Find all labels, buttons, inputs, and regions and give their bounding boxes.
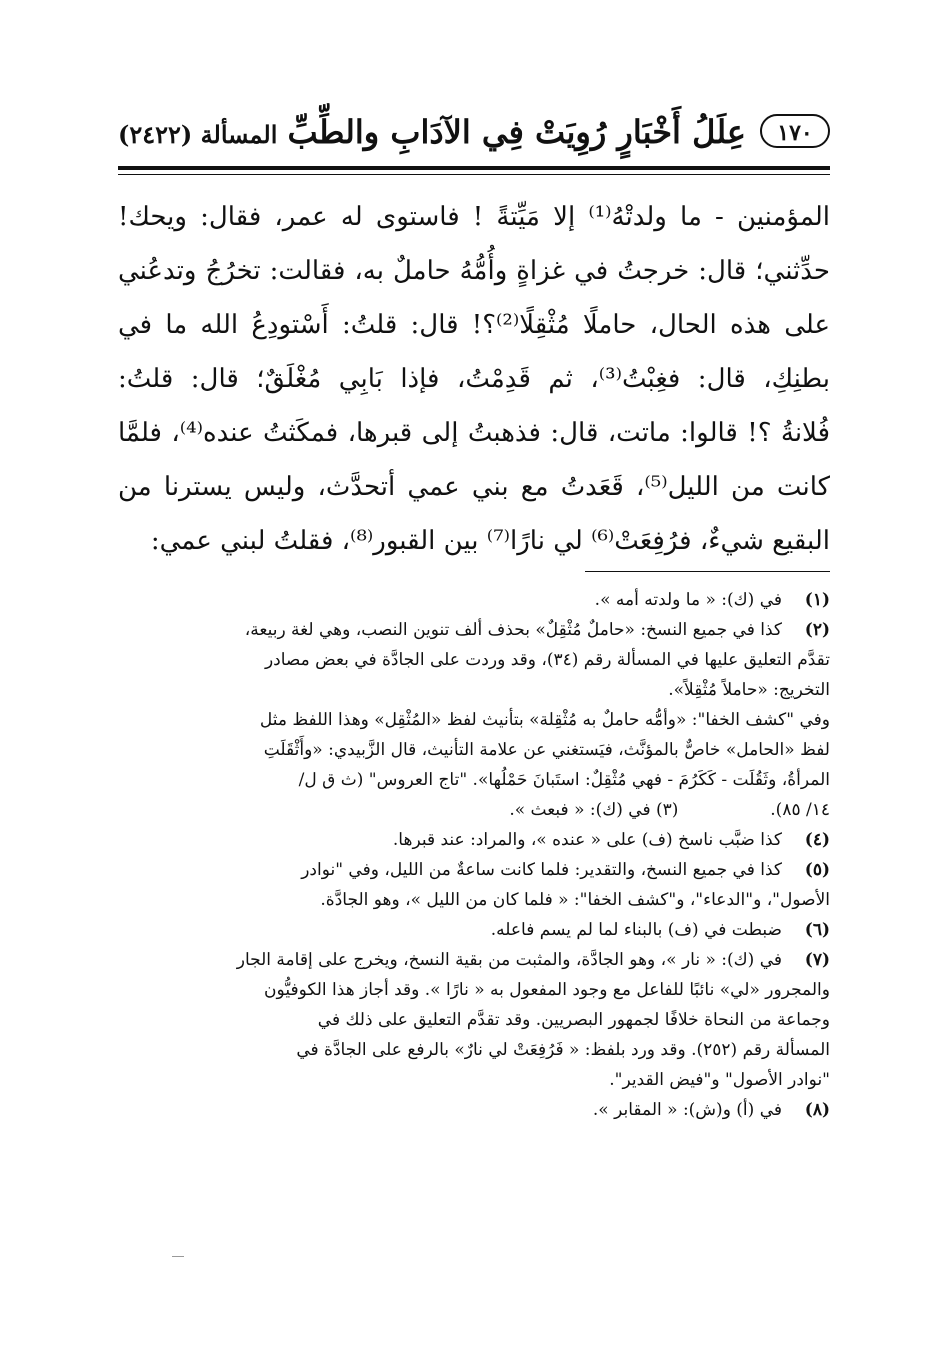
footnote-body — [118, 825, 782, 855]
footnote-body — [118, 585, 782, 615]
footnote-line: في (أ) و(ش): « المقابر ». — [592, 1100, 782, 1120]
scan-mark — [172, 1256, 184, 1257]
footnote-body — [118, 855, 830, 915]
footnote-number: (٤) — [804, 830, 830, 850]
issue-label: المسألة (٢٤٢٢) — [118, 120, 278, 149]
footnote-number: (٥) — [804, 860, 830, 880]
footnote-line: ١٤/ ٨٥). (٣) في (ك): « فبعث ». — [509, 800, 830, 820]
footnote-line: وفي "كشف الخفا": «وأمُّه حاملٌ به مُثْقِلة» بتأنيث لفظ «المُثْقِل» وهذا اللفظ مثل — [259, 710, 830, 730]
footnote-number: (٢) — [804, 620, 830, 640]
footnote-7 — [118, 945, 830, 1095]
footnote-line: في (ك): « نار »، وهو الجادَّة، والمثبت من بقية النسخ، ويخرج على إقامة الجار — [236, 950, 782, 970]
footnote-line: كذا ضبَّب ناسخ (ف) على « عنده »، والمراد: عند قبرها. — [392, 830, 782, 850]
main-line-6: كانت من الليل⁽⁵⁾، قَعَدتُ مع بني عمي أتحدَّث، وليس يسترنا من — [118, 472, 830, 502]
footnote-5 — [118, 855, 830, 915]
footnote-number: (٧) — [804, 950, 830, 970]
footnote-body — [118, 915, 782, 945]
main-text — [118, 190, 830, 568]
page-number: ١٧٠ — [760, 114, 830, 148]
header-rule-thin — [118, 174, 830, 175]
book-title: عِلَلُ أَخْبَارٍ رُوِيَتْ فِي الآدَابِ والطِّبِّ — [287, 113, 746, 151]
footnote-number: (٦) — [804, 920, 830, 940]
footnote-line: "نوادر الأصول" و"فيض القدير". — [609, 1070, 830, 1090]
main-line-1: المؤمنين - ما ولدتْهُ⁽¹⁾ إلا مَيِّتةً ! فاستوى له عمر، فقال: ويحك! — [118, 202, 830, 232]
header-rule-thick — [118, 166, 830, 170]
main-line-7: البقيع شيءٌ، فرُفِعَتْ⁽⁶⁾ لي نارًا⁽⁷⁾ بين القبور⁽⁸⁾، فقلتُ لبني عمي: — [150, 526, 830, 556]
footnote-8 — [118, 1095, 830, 1125]
footnote-line: لفظ «الحامل» خاصٌّ بالمؤنَّث، فيَستغني عن علامة التأنيث، قال الزَّبيدي: «وأَثْقَلَتِ — [263, 740, 830, 760]
footnote-line: المرأةُ، وثَقُلَت - كَكَرُمَ - فهي مُثْقِلٌ: استَبانَ حَمْلُها». "تاج العروس" (ث ق ل/ — [298, 770, 830, 790]
footnote-line: والمجرور «لي» نائبًا للفاعل مع وجود المفعول به « نارًا ». وقد أجاز هذا الكوفيُّون — [264, 980, 830, 1000]
footnote-line: كذا في جميع النسخ: «حاملٌ مُثْقِلٌ» بحذف ألف تنوين النصب، وهي لغة ربيعة، — [244, 620, 782, 640]
footnote-6 — [118, 915, 830, 945]
footnote-line: الأصول"، و"الدعاء"، و"كشف الخفا": « فلما كان من الليل »، وهو الجادَّة. — [320, 890, 830, 910]
footnote-body — [118, 1095, 782, 1125]
footnote-separator — [585, 571, 830, 572]
main-line-2: حدِّثني؛ قال: خرجتُ في غزاةٍ وأُمُّهُ حاملٌ به، فقالت: تخرُجُ وتدعُني — [118, 256, 830, 286]
main-line-4: بطنِكِ، قال: فغِبْتُ⁽³⁾، ثم قَدِمْتُ، فإذا بَابِي مُغْلَقٌ؛ قال: قلتُ: — [118, 364, 830, 394]
footnote-line: تقدَّم التعليق عليها في المسألة رقم (٣٤)، وقد وردت على الجادَّة في بعض مصادر — [264, 650, 830, 670]
footnote-4 — [118, 825, 830, 855]
main-line-5: فُلانةُ ؟! قالوا: ماتت، قال: فذهبتُ إلى قبرها، فمكَثتُ عنده⁽⁴⁾، فلمَّا — [118, 418, 830, 448]
footnotes — [118, 585, 830, 1125]
page-header — [118, 108, 830, 160]
footnote-1 — [118, 585, 830, 615]
footnote-line: في (ك): « ما ولدته أمه ». — [594, 590, 782, 610]
footnote-line: ضبطت في (ف) بالبناء لما لم يسم فاعله. — [490, 920, 782, 940]
footnote-line: المسألة رقم (٢٥٢). وقد ورد بلفظ: « فَرُفِعَتْ لي نارٌ» بالرفع على الجادَّة في — [296, 1040, 830, 1060]
main-line-3: على هذه الحال، حاملًا مُثْقِلًا⁽²⁾؟! قال: قلتُ: أَسْتودِعُ الله ما في — [118, 310, 830, 340]
footnote-number: (١) — [804, 590, 830, 610]
footnote-line: وجماعة من النحاة خلافًا لجمهور البصريين. وقد تقدَّم التعليق على ذلك في — [317, 1010, 830, 1030]
footnote-body — [118, 615, 830, 825]
footnote-number: (٨) — [804, 1100, 830, 1120]
footnote-body — [118, 945, 830, 1095]
footnote-line: التخريج: «حاملاً مُثْقِلاً». — [668, 680, 830, 700]
footnote-2 — [118, 615, 830, 825]
footnote-line: كذا في جميع النسخ، والتقدير: فلما كانت ساعةٌ من الليل، وفي "نوادر — [301, 860, 782, 880]
